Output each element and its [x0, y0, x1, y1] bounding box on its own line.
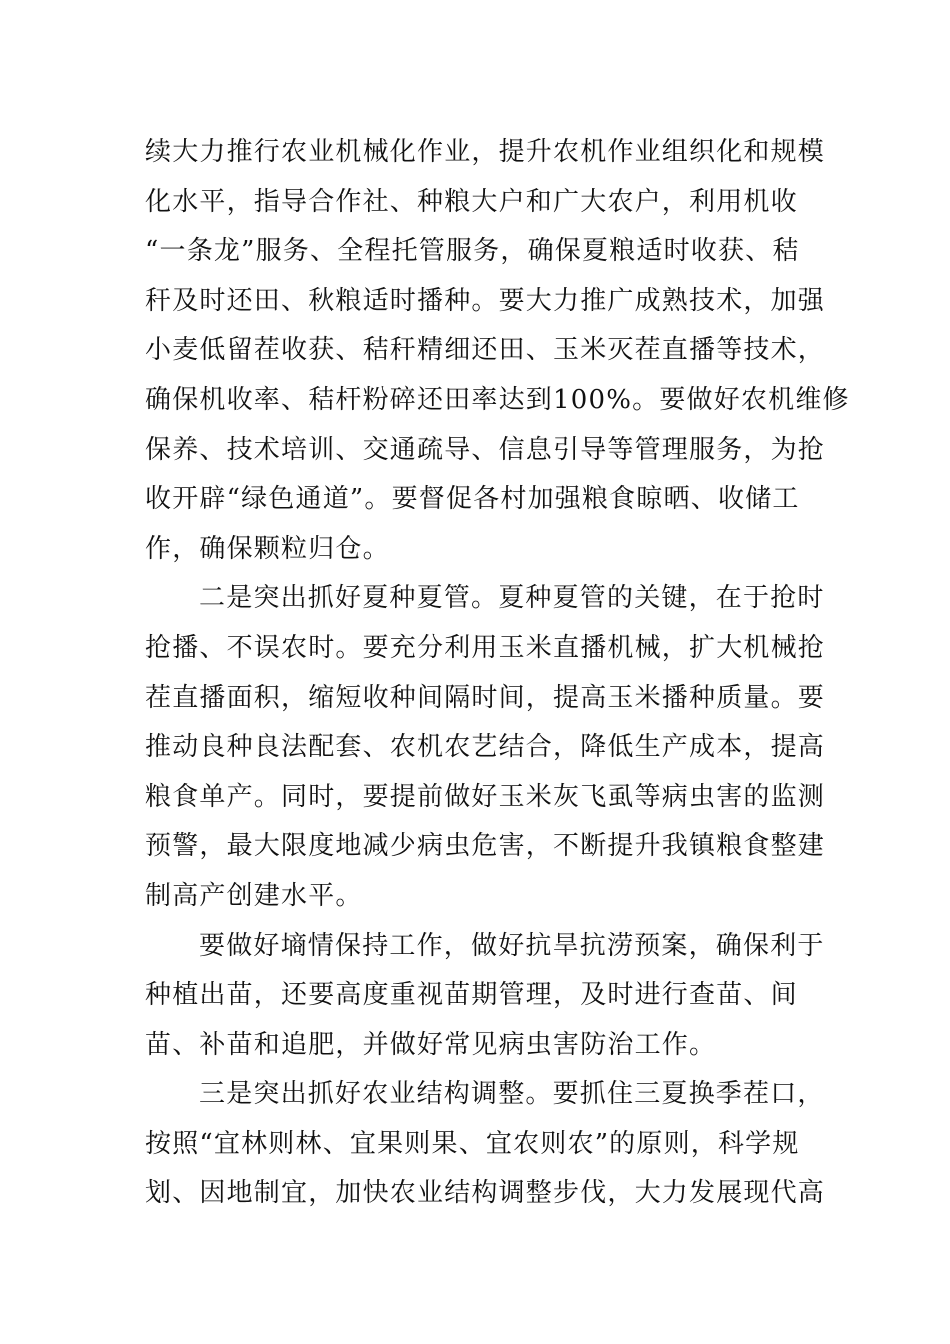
text-line: 苗、补苗和追肥，并做好常见病虫害防治工作。 — [145, 1029, 717, 1060]
text-line: 收开辟“绿色通道”。要督促各村加强粮食晾晒、收储工 — [145, 484, 800, 515]
text-line: 推动良种良法配套、农机农艺结合，降低生产成本，提高 — [145, 732, 826, 763]
text-line: 划、因地制宜，加快农业结构调整步伐，大力发展现代高 — [145, 1178, 826, 1209]
text-line: 预警，最大限度地减少病虫危害，不断提升我镇粮食整建 — [145, 831, 826, 862]
text-line: 小麦低留茬收获、秸秆精细还田、玉米灭茬直播等技术， — [145, 335, 826, 366]
text-line: 抢播、不误农时。要充分利用玉米直播机械，扩大机械抢 — [145, 632, 826, 663]
text-line: 作，确保颗粒归仓。 — [145, 533, 390, 564]
paragraph-first-line: 三是突出抓好农业结构调整。要抓住三夏换季茬口， — [199, 1079, 825, 1110]
text-line: 按照“宜林则林、宜果则果、宜农则农”的原则，科学规 — [145, 1128, 800, 1159]
paragraph-first-line: 要做好墒情保持工作，做好抗旱抗涝预案，确保利于 — [199, 930, 825, 961]
text-line: 制高产创建水平。 — [145, 880, 363, 911]
text-line: 粮食单产。同时，要提前做好玉米灰飞虱等病虫害的监测 — [145, 781, 826, 812]
text-line: 确保机收率、秸杆粉碎还田率达到100%。要做好农机维修 — [145, 384, 850, 415]
text-line: 茬直播面积，缩短收种间隔时间，提高玉米播种质量。要 — [145, 682, 826, 713]
text-line: 秆及时还田、秋粮适时播种。要大力推广成熟技术，加强 — [145, 285, 826, 316]
text-line: “一条龙”服务、全程托管服务，确保夏粮适时收获、秸 — [145, 236, 800, 267]
text-line: 化水平，指导合作社、种粮大户和广大农户，利用机收 — [145, 186, 798, 217]
text-line: 保养、技术培训、交通疏导、信息引导等管理服务，为抢 — [145, 434, 826, 465]
text-line: 续大力推行农业机械化作业，提升农机作业组织化和规模 — [145, 137, 826, 167]
paragraph-first-line: 二是突出抓好夏种夏管。夏种夏管的关键，在于抢时 — [199, 583, 825, 614]
text-line: 种植出苗，还要高度重视苗期管理，及时进行查苗、间 — [145, 980, 798, 1011]
document-body — [145, 128, 850, 1219]
